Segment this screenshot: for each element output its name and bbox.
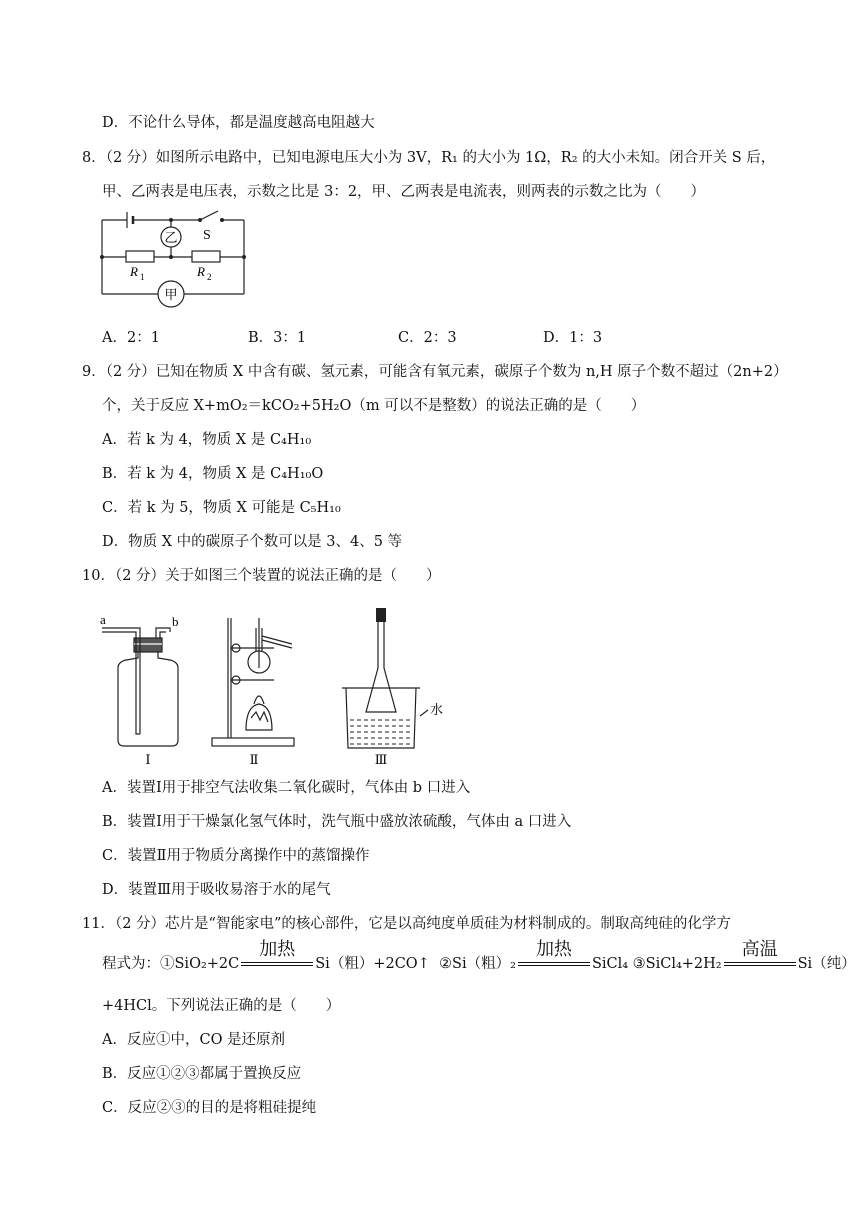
r1-subscript: 1 — [140, 272, 145, 282]
q11-equations — [102, 939, 856, 973]
q10-apparatus-figure — [96, 608, 456, 768]
q8-stem-line2: 甲、乙两表是电压表，示数之比是 3：2，甲、乙两表是电流表，则两表的示数之比为（ ） — [102, 184, 706, 200]
q10-option-c: C．装置Ⅱ用于物质分离操作中的蒸馏操作 — [102, 848, 370, 864]
r2-label: R — [197, 264, 205, 279]
q9-option-c: C．若 k 为 5，物质 X 可能是 C₅H₁₀ — [102, 500, 341, 516]
q10-option-b: B．装置Ⅰ用于干燥氯化氢气体时，洗气瓶中盛放浓硫酸，气体由 a 口进入 — [102, 814, 572, 830]
q11-stem-line3: +4HCl。下列说法正确的是（ ） — [102, 998, 341, 1014]
q8-option-c: C．2：3 — [398, 330, 457, 346]
eq2-condition: 加热 — [535, 939, 572, 960]
q8-stem-line1: 8．（2 分）如图所示电路中，已知电源电压大小为 3V，R₁ 的大小为 1Ω，R₂ 的大小未知。闭合开关 S 后， — [82, 150, 776, 166]
eq3-arrow — [724, 939, 796, 971]
eq2-arrow — [518, 939, 590, 971]
q9-option-d: D．物质 X 中的碳原子个数可以是 3、4、5 等 — [102, 534, 403, 550]
port-a-label: a — [100, 612, 106, 627]
r2-subscript: 2 — [207, 272, 212, 282]
q11-stem-line1: 11．（2 分）芯片是“智能家电”的核心部件，它是以高纯度单质硅为材料制成的。制取高纯硅的化学方 — [82, 916, 731, 932]
device-1-label: Ⅰ — [145, 752, 151, 767]
q8-circuit-diagram — [98, 206, 278, 316]
device-3-label: Ⅲ — [374, 752, 388, 767]
q11-option-a: A．反应①中，CO 是还原剂 — [102, 1032, 286, 1048]
eq1-products: Si（粗）+2CO↑ — [315, 956, 430, 972]
eq3-condition: 高温 — [741, 939, 778, 960]
meter-jia-label: 甲 — [164, 287, 178, 302]
q11-option-c: C．反应②③的目的是将粗硅提纯 — [102, 1100, 317, 1116]
q11-option-b: B．反应①②③都属于置换反应 — [102, 1066, 302, 1082]
q9-stem-line1: 9．（2 分）已知在物质 X 中含有碳、氢元素，可能含有氧元素，碳原子个数为 n,H 原子个数不超过（2n+2） — [82, 364, 788, 380]
q9-option-a: A．若 k 为 4，物质 X 是 C₄H₁₀ — [102, 432, 312, 448]
q10-stem: 10．（2 分）关于如图三个装置的说法正确的是（ ） — [82, 568, 441, 584]
q9-option-b: B．若 k 为 4，物质 X 是 C₄H₁₀O — [102, 466, 324, 482]
q8-option-a: A．2：1 — [102, 330, 160, 346]
eq1-reactants: ①SiO₂+2C — [160, 956, 240, 972]
q10-option-a: A．装置Ⅰ用于排空气法收集二氧化碳时，气体由 b 口进入 — [102, 780, 471, 796]
eq3-reactants: ③SiCl₄+2H₂ — [632, 956, 722, 972]
r1-label: R — [130, 264, 138, 279]
q8-option-d: D．1：3 — [543, 330, 603, 346]
eq-prefix: 程式为： — [102, 956, 160, 972]
device-2-label: Ⅱ — [249, 752, 259, 767]
eq1-condition: 加热 — [259, 939, 296, 960]
q7-option-d: D．不论什么导体，都是温度越高电阻越大 — [102, 115, 375, 131]
switch-label: S — [203, 228, 211, 243]
q10-option-d: D．装置Ⅲ用于吸收易溶于水的尾气 — [102, 882, 331, 898]
eq1-arrow — [241, 939, 313, 971]
meter-yi-label: 乙 — [164, 230, 178, 245]
eq2-products: SiCl₄ — [591, 956, 629, 972]
port-b-label: b — [172, 614, 179, 629]
eq3-products: Si（纯） — [797, 956, 856, 972]
water-label: 水 — [430, 702, 444, 717]
eq2-reactants: ②Si（粗）₂ — [439, 956, 516, 972]
q8-option-b: B．3：1 — [248, 330, 307, 346]
q9-stem-line2: 个，关于反应 X+mO₂＝kCO₂+5H₂O（m 可以不是整数）的说法正确的是（ ） — [102, 398, 646, 414]
